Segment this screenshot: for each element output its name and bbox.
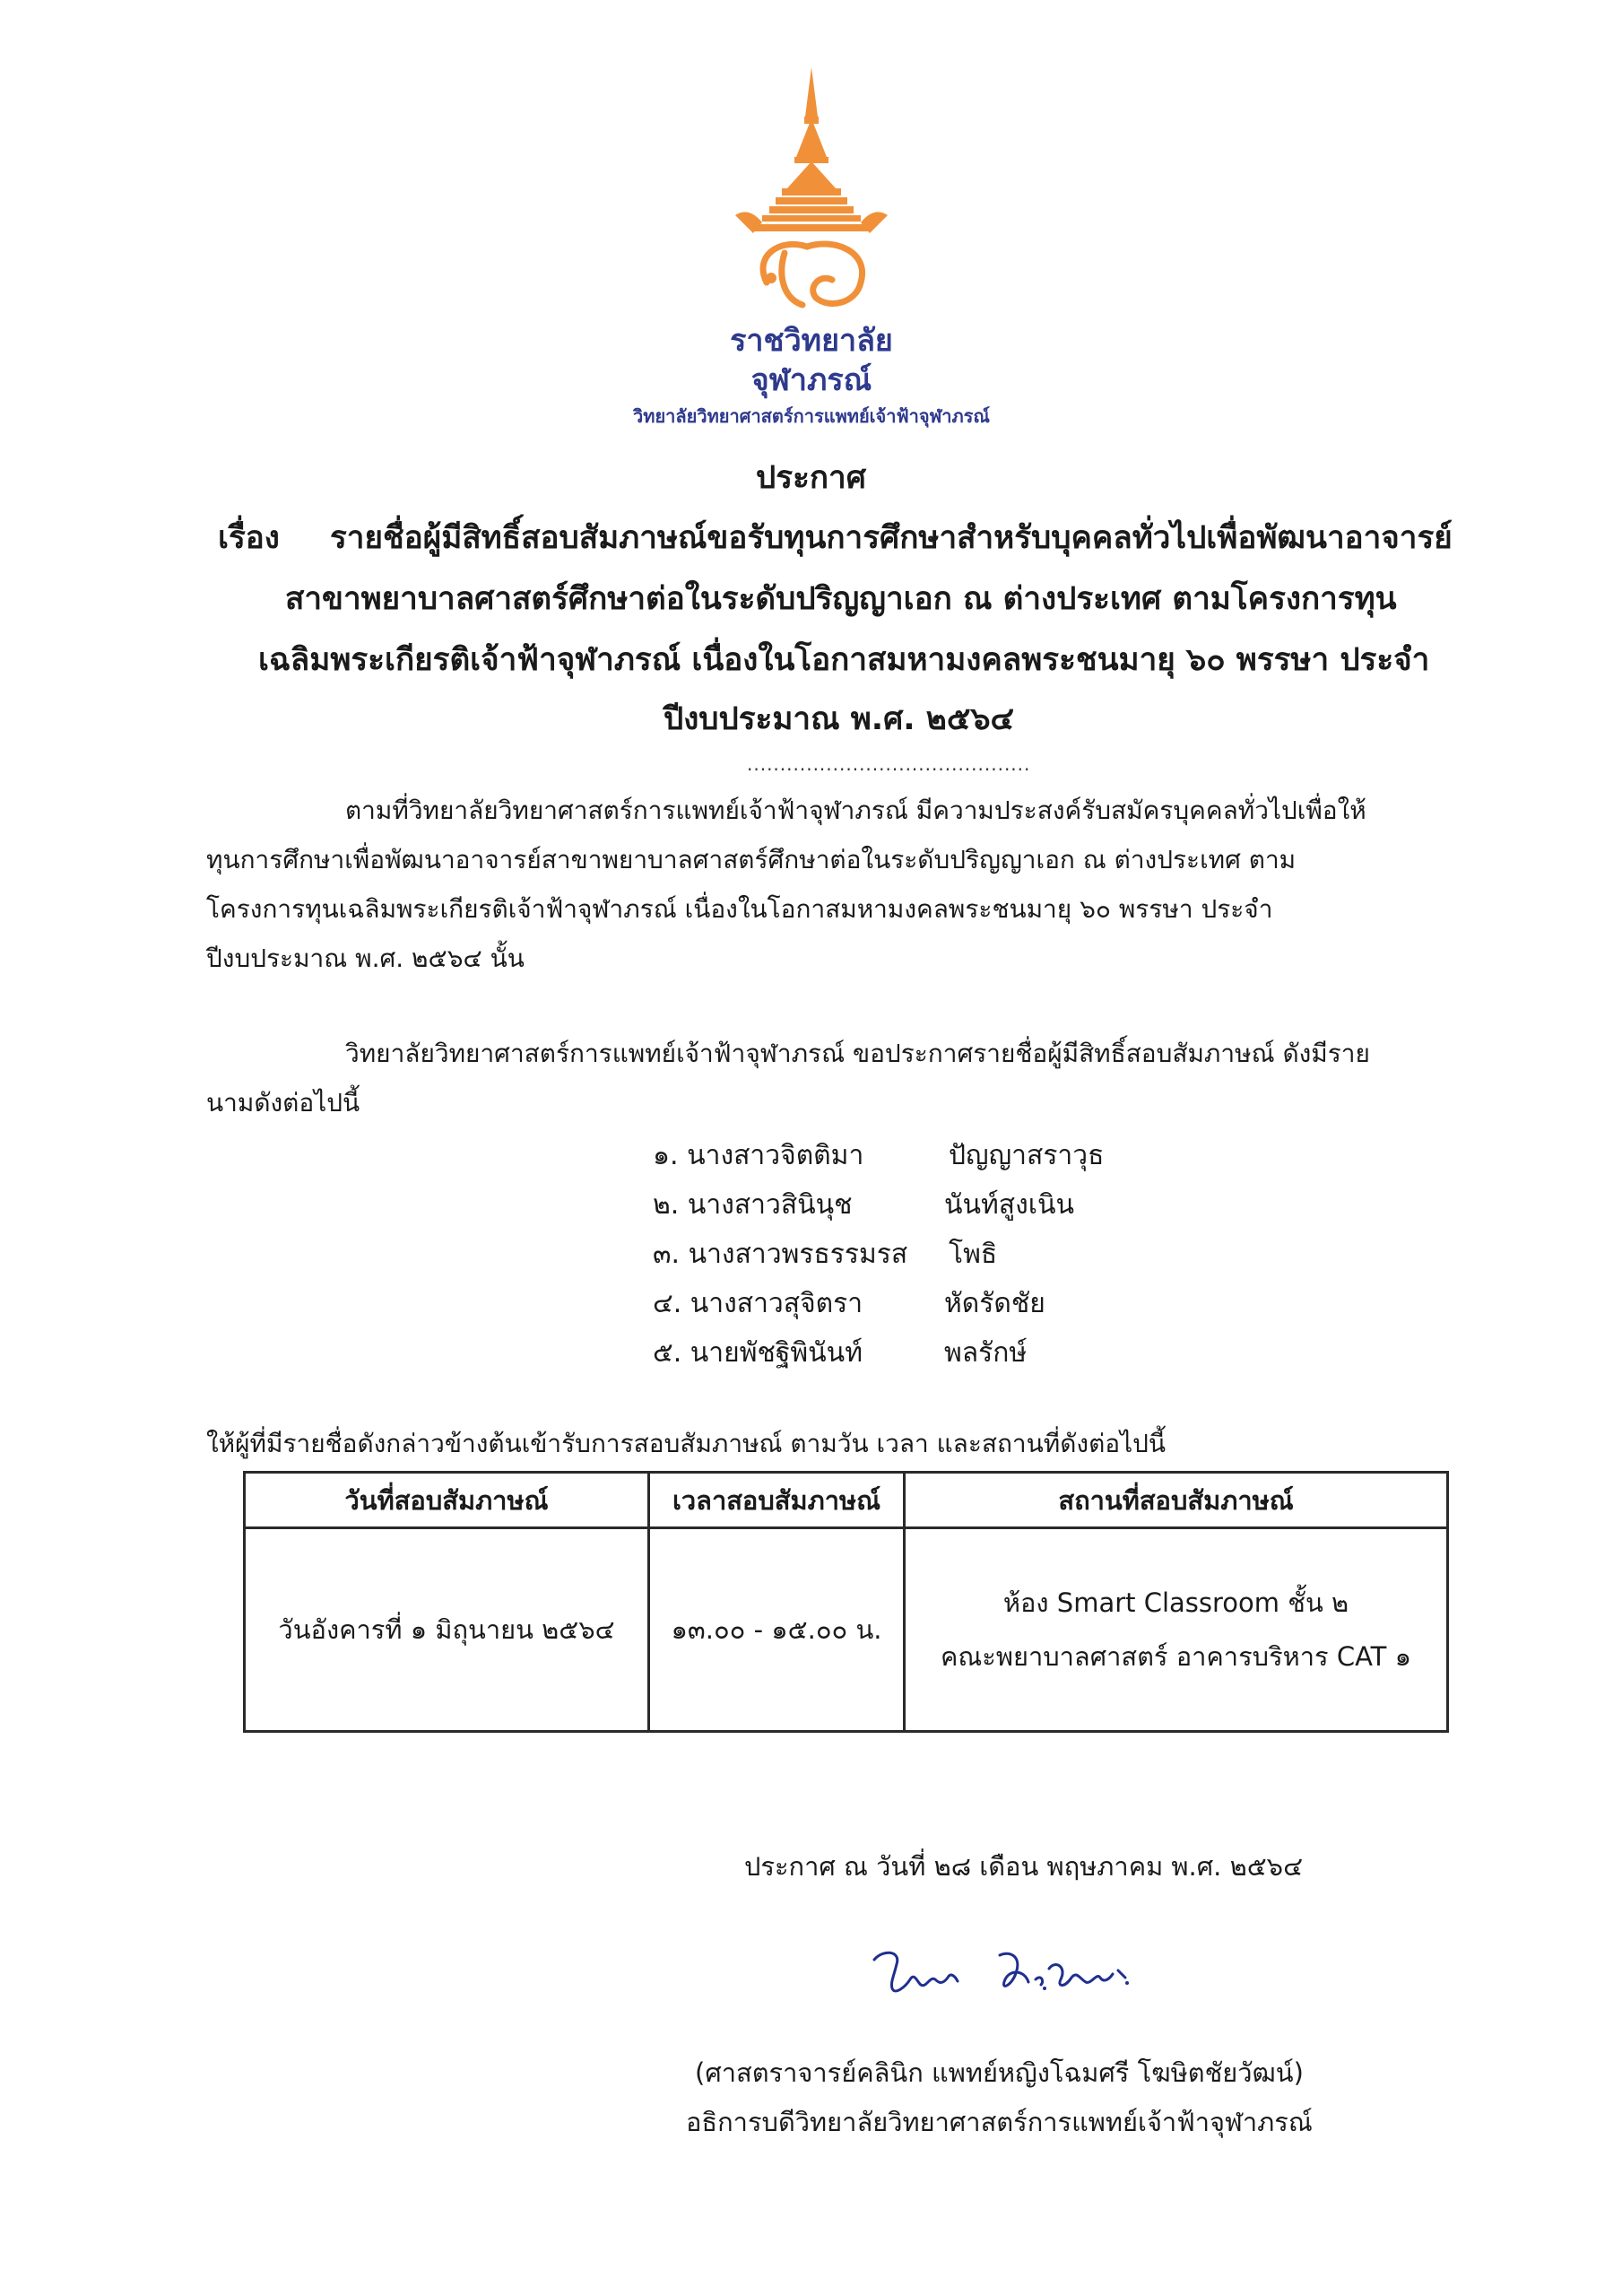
- body-paragraph-line: ตามที่วิทยาลัยวิทยาศาสตร์การแพทย์เจ้าฟ้าจุฬาภรณ์ มีความประสงค์รับสมัครบุคคลทั่วไปเพื่อให้: [345, 796, 1366, 825]
- announcement-date: ประกาศ ณ วันที่ ๒๘ เดือน พฤษภาคม พ.ศ. ๒๕๖๔: [744, 1851, 1304, 1882]
- subject-line: สาขาพยาบาลศาสตร์ศึกษาต่อในระดับปริญญาเอก ณ ต่างประเทศ ตามโครงการทุน: [285, 581, 1397, 617]
- logo-name-line1: ราชวิทยาลัย: [730, 323, 893, 359]
- signature-image: [865, 1933, 1143, 2013]
- body-paragraph-line: โครงการทุนเฉลิมพระเกียรติเจ้าฟ้าจุฬาภรณ์ เนื่องในโอกาสมหามงคลพระชนมายุ ๖๐ พรรษา ประจำ: [206, 894, 1273, 924]
- table-row: [245, 1528, 1448, 1732]
- announcement-title: ประกาศ: [756, 460, 866, 496]
- candidate-name: ๔. นางสาวสุจิตรา: [653, 1288, 863, 1319]
- logo-name-line2: จุฬาภรณ์: [750, 362, 872, 398]
- schedule-intro: ให้ผู้ที่มีรายชื่อดังกล่าวข้างต้นเข้ารับการสอบสัมภาษณ์ ตามวัน เวลา และสถานที่ดังต่อไปนี้: [206, 1429, 1167, 1458]
- candidate-surname: นันท์สูงเนิน: [944, 1189, 1075, 1221]
- subject-line: รายชื่อผู้มีสิทธิ์สอบสัมภาษณ์ขอรับทุนการศึกษาสำหรับบุคคลทั่วไปเพื่อพัฒนาอาจารย์: [330, 520, 1453, 556]
- separator-line: ...........................................: [747, 753, 1031, 775]
- logo-subtitle: วิทยาลัยวิทยาศาสตร์การแพทย์เจ้าฟ้าจุฬาภรณ์: [633, 405, 990, 427]
- body-paragraph-line: วิทยาลัยวิทยาศาสตร์การแพทย์เจ้าฟ้าจุฬาภรณ์ ขอประกาศรายชื่อผู้มีสิทธิ์สอบสัมภาษณ์ ดังมีราย: [345, 1039, 1370, 1068]
- cell-place: [905, 1528, 1448, 1732]
- institution-logo: [628, 63, 995, 439]
- cell-date: วันอังคารที่ ๑ มิถุนายน ๒๕๖๔: [245, 1528, 649, 1732]
- body-paragraph-line: ทุนการศึกษาเพื่อพัฒนาอาจารย์สาขาพยาบาลศาสตร์ศึกษาต่อในระดับปริญญาเอก ณ ต่างประเทศ ตาม: [206, 845, 1297, 874]
- subject-line: ปีงบประมาณ พ.ศ. ๒๕๖๔: [664, 701, 1015, 737]
- schedule-table: [243, 1471, 1449, 1733]
- candidate-surname: พลรักษ์: [944, 1337, 1028, 1369]
- candidate-name: ๒. นางสาวสินินุช: [653, 1189, 853, 1221]
- subject-label: เรื่อง: [218, 520, 280, 556]
- candidate-name: ๕. นายพัชฐิพินันท์: [653, 1337, 863, 1369]
- candidate-name: ๑. นางสาวจิตติมา: [653, 1140, 864, 1171]
- cell-time: ๑๓.๐๐ - ๑๕.๐๐ น.: [649, 1528, 905, 1732]
- body-paragraph-line: นามดังต่อไปนี้: [206, 1088, 360, 1118]
- place-line: ห้อง Smart Classroom ชั้น ๒: [1002, 1587, 1349, 1618]
- table-header-row: [245, 1473, 1448, 1528]
- place-line: คณะพยาบาลศาสตร์ อาคารบริหาร CAT ๑: [940, 1641, 1412, 1672]
- signer-position: อธิการบดีวิทยาลัยวิทยาศาสตร์การแพทย์เจ้าฟ้าจุฬาภรณ์: [686, 2107, 1313, 2137]
- column-header-time: เวลาสอบสัมภาษณ์: [649, 1473, 905, 1528]
- candidate-surname: โพธิ: [949, 1239, 998, 1270]
- subject-line: เฉลิมพระเกียรติเจ้าฟ้าจุฬาภรณ์ เนื่องในโอกาสมหามงคลพระชนมายุ ๖๐ พรรษา ประจำ: [258, 642, 1430, 678]
- body-paragraph-line: ปีงบประมาณ พ.ศ. ๒๕๖๔ นั้น: [206, 944, 525, 973]
- candidate-surname: ปัญญาสราวุธ: [949, 1140, 1105, 1171]
- signer-name: (ศาสตราจารย์คลินิก แพทย์หญิงโฉมศรี โฆษิตชัยวัฒน์): [695, 2057, 1304, 2088]
- column-header-date: วันที่สอบสัมภาษณ์: [245, 1473, 649, 1528]
- column-header-place: สถานที่สอบสัมภาษณ์: [905, 1473, 1448, 1528]
- candidate-name: ๓. นางสาวพรธรรมรส: [653, 1239, 908, 1270]
- crown-emblem-icon: [628, 63, 995, 314]
- candidate-surname: หัดรัดชัย: [944, 1288, 1045, 1319]
